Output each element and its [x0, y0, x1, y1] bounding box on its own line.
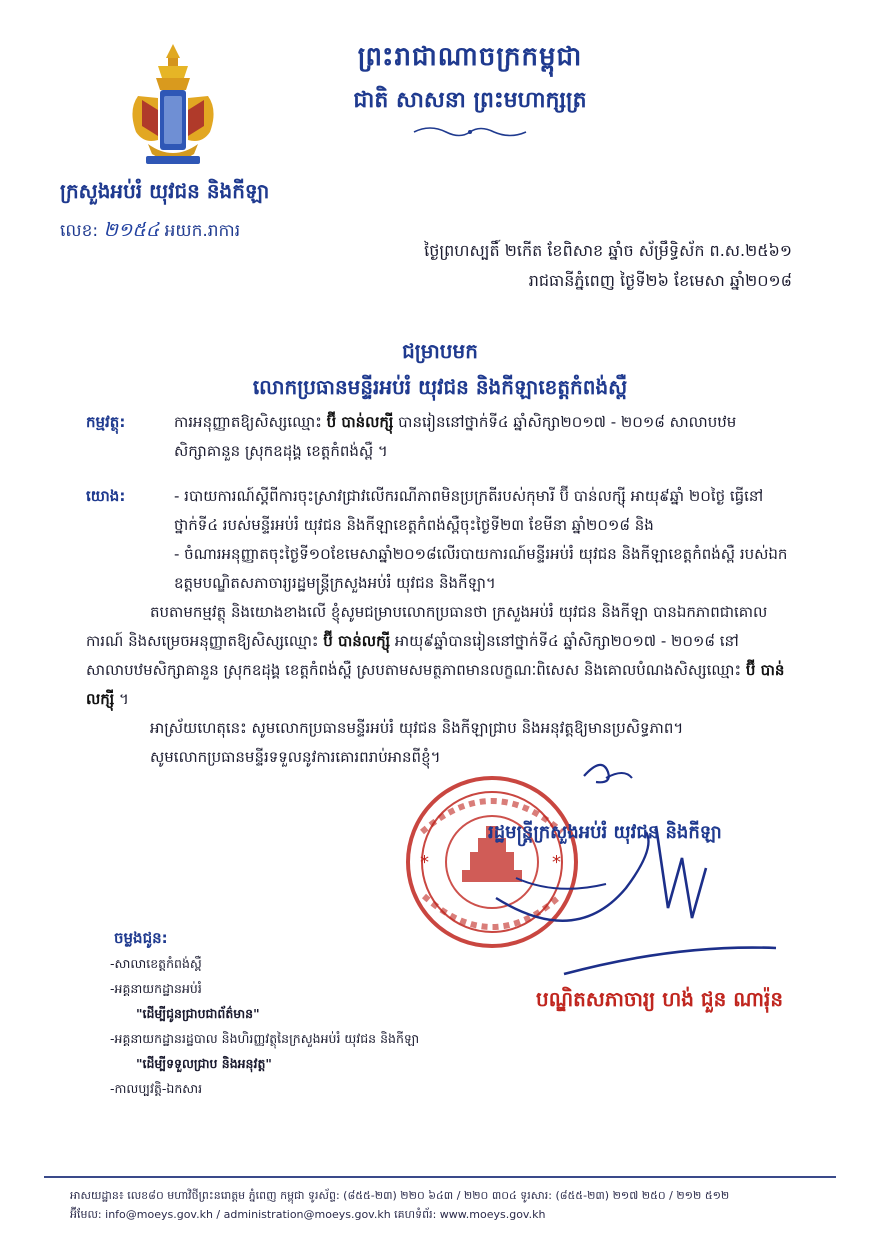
- recipient: លោកប្រធានមន្ទីរអប់រំ យុវជន និងកីឡាខេត្តកំពង់ស្ពឺ: [252, 375, 628, 399]
- svg-text:*: *: [552, 852, 561, 873]
- solar-date: រាជធានីភ្នំពេញ ថ្ងៃទី២៦ ខែមេសា ឆ្នាំ២០១៨: [528, 271, 792, 290]
- ornament-flourish-icon: [410, 124, 530, 140]
- body-paragraph-1: [86, 598, 792, 714]
- cc-title: ចម្លងជូន:: [114, 929, 168, 947]
- subject-label: កម្មវត្ថុ:: [86, 413, 126, 431]
- body-paragraph-2: អាស្រ័យហេតុនេះ សូមលោកប្រធានមន្ទីរអប់រំ យុវជន និងកីឡាជ្រាប និងអនុវត្តឱ្យមានប្រសិទ្ធភាព។: [150, 719, 684, 737]
- reference-row: [86, 482, 792, 598]
- footer-divider: [44, 1176, 836, 1178]
- reference-items: [174, 482, 792, 598]
- cc-list: [110, 926, 419, 1101]
- footer-contact: អ៊ីមែល: info@moeys.gov.kh / administration@moeys.gov.kh គេហទំព័រ: www.moeys.gov.kh: [70, 1208, 546, 1221]
- para1-b: អាយុ៩ឆ្នាំបានរៀននៅថ្នាក់ទី៤ ឆ្នាំសិក្សា២០១៧ - ២០១៨ នៅសាលាបឋមសិក្សាគានួន ស្រុកឧដុង្គ ខេត្តកំពង់ស្ពឺ ស្របតាមសមត្ថភាពមានលក្ខណៈពិសេស និងគោលបំណងសិស្សឈ្មោះ: [86, 632, 746, 679]
- signer-title: រដ្ឋមន្ត្រីក្រសួងអប់រំ យុវជន និងកីឡា: [488, 822, 722, 843]
- salutation: ជម្រាបមក: [402, 339, 478, 363]
- signer-name: បណ្ឌិតសភាចារ្យ ហង់ ជួន ណារ៉ុន: [536, 987, 784, 1011]
- footer: [70, 1186, 830, 1224]
- ministry-name: ក្រសួងអប់រំ យុវជន និងកីឡា: [60, 179, 270, 203]
- para1-a: តបតាមកម្មវត្ថុ និងយោងខាងលើ ខ្ញុំសូមជម្រាបលោកប្រធានថា ក្រសួងអប់រំ យុវជន និងកីឡា បានឯកភាពជាគោលការណ៍ និងសម្រេចអនុញ្ញាតឱ្យសិស្សឈ្មោះ: [86, 603, 768, 650]
- student-name: ប៊ី បាន់លក្ស៊ី: [326, 413, 394, 431]
- subject-row: [86, 408, 792, 466]
- body-paragraph-3: សូមលោកប្រធានមន្ទីរទទួលនូវការគោរពរាប់អានពីខ្ញុំ។: [150, 748, 441, 766]
- subject-text: [174, 408, 792, 466]
- royal-crest-icon: [118, 40, 228, 170]
- date-block: [424, 236, 792, 296]
- cc-purpose: "ដើម្បីទទួលជ្រាប និងអនុវត្ត": [136, 1056, 272, 1071]
- subject-text-b: បានរៀននៅថ្នាក់ទី៤ ឆ្នាំសិក្សា២០១៧ - ២០១៨ សាលាបឋមសិក្សាគានួន ស្រុកឧដុង្គ ខេត្តកំពង់ស្ពឺ ។: [174, 413, 737, 460]
- cc-item: -អគ្គនាយកដ្ឋានអប់រំ: [110, 981, 202, 996]
- cc-item: -កាលប្បវត្តិ-ឯកសារ: [110, 1081, 203, 1096]
- ref-suffix: អយក.រាការ: [164, 221, 241, 241]
- lunar-date: ថ្ងៃព្រហស្បតិ៍ ២កើត ខែពិសាខ ឆ្នាំច ស័ម្រឹទ្ធិស័ក ព.ស.២៥៦១: [424, 241, 792, 260]
- addressee: [0, 338, 880, 404]
- subject-text-a: ការអនុញ្ញាតឱ្យសិស្សឈ្មោះ: [174, 413, 327, 431]
- para1-c: ។: [114, 690, 129, 708]
- letter-body: [86, 408, 792, 772]
- cc-item: -សាលាខេត្តកំពង់ស្ពឺ: [110, 956, 202, 971]
- reference-item-1: - របាយការណ៍ស្ដីពីការចុះស្រាវជ្រាវលើករណីភាពមិនប្រក្រតីរបស់កុមារី ប៊ី បាន់លក្ស៊ី អាយុ៩ឆ្នាំ ២០ថ្ងៃ ធ្វើនៅថ្នាក់ទី៤ របស់មន្ទីរអប់រំ យុវជន និងកីឡាខេត្តកំពង់ស្ពឺចុះថ្ងៃទី២៣ ខែមីនា ឆ្នាំ២០១៨ និង: [174, 487, 764, 534]
- student-name-2: ប៊ី បាន់លក្ស៊ី: [323, 632, 391, 650]
- reference-item-2: - ចំណារអនុញ្ញាតចុះថ្ងៃទី១០ខែមេសាឆ្នាំ២០១៨លើរបាយការណ៍មន្ទីរអប់រំ យុវជន និងកីឡាខេត្តកំពង់ស្ពឺ របស់ឯកឧត្តមបណ្ឌិតសភាចារ្យរដ្ឋមន្ត្រីក្រសួងអប់រំ យុវជន និងកីឡា។: [174, 545, 788, 592]
- reference-number: [60, 218, 240, 246]
- ref-label: លេខ:: [60, 221, 99, 241]
- student-name-3: ប៊ី បាន់លក្ស៊ី: [86, 661, 785, 708]
- ref-number: ២១៥៤: [103, 219, 160, 241]
- kingdom-title: ព្រះរាជាណាចក្រកម្ពុជា: [357, 42, 583, 72]
- handwritten-signature-icon: [456, 748, 796, 988]
- cc-item: -អគ្គនាយកដ្ឋានរដ្ឋបាល និងហិរញ្ញវត្ថុនៃក្រសួងអប់រំ យុវជន និងកីឡា: [110, 1031, 420, 1046]
- cc-purpose: "ដើម្បីជូនជ្រាបជាព័ត៌មាន": [136, 1006, 260, 1021]
- kingdom-header: [330, 40, 610, 140]
- national-motto: ជាតិ សាសនា ព្រះមហាក្សត្រ: [353, 88, 587, 113]
- reference-label: យោង:: [86, 487, 126, 505]
- footer-address: អាសយដ្ឋាន៖ លេខ៨០ មហាវិថីព្រះនរោត្តម ភ្នំពេញ កម្ពុជា ទូរស័ព្ទ: (៨៥៥-២៣) ២២០ ៦៤៣ / ២២០ ៣០៤ ទូរសារ: (៨៥៥-២៣) ២១៧ ២៥០ / ២១២ ៥១២: [70, 1189, 730, 1202]
- svg-text:*: *: [420, 852, 429, 873]
